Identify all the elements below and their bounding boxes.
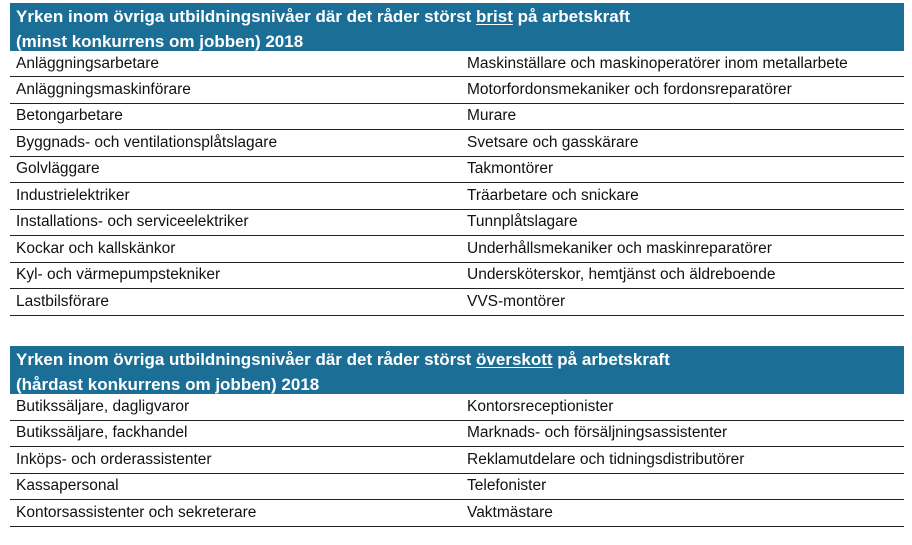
table-row [10,236,904,263]
shortage-title-post: på arbetskraft [512,7,631,26]
occupation-cell: Kockar och kallskänkor [16,239,176,257]
occupation-cell: Marknads- och försäljningsassistenter [467,424,728,442]
occupation-cell: Underhållsmekaniker och maskinreparatörer [467,239,772,257]
occupation-cell: Murare [467,107,517,125]
occupation-cell: Kontorsreceptionister [467,397,614,415]
table-row [10,51,904,77]
occupation-cell: Maskinställare och maskinoperatörer inom metallarbete [467,54,848,72]
surplus-title-line2: (hårdast konkurrens om jobben) 2018 [16,375,320,394]
surplus-title-pre: Yrken inom övriga utbildningsnivåer där det råder störst [16,350,477,369]
occupation-cell: Motorfordonsmekaniker och fordonsreparatörer [467,80,792,98]
table-row [10,289,904,316]
table-row [10,447,904,474]
shortage-title-line2: (minst konkurrens om jobben) 2018 [16,32,304,51]
occupation-cell: Butikssäljare, fackhandel [16,424,188,442]
surplus-title-post: på arbetskraft [552,350,670,369]
occupation-cell: Anläggningsarbetare [16,54,160,72]
occupation-cell: Byggnads- och ventilationsplåtslagare [16,133,278,151]
occupation-cell: Tunnplåtslagare [467,213,578,231]
shortage-table-header [10,3,904,51]
table-row [10,474,904,501]
occupation-cell: Telefonister [467,477,547,495]
occupation-cell: Träarbetare och snickare [467,186,639,204]
occupation-cell: Installations- och serviceelektriker [16,213,249,231]
occupation-cell: Undersköterskor, hemtjänst och äldreboende [467,266,776,284]
occupation-cell: Lastbilsförare [16,292,110,310]
occupation-cell: Reklamutdelare och tidningsdistributörer [467,450,745,468]
table-row [10,130,904,157]
table-row [10,421,904,448]
table-row [10,394,904,421]
occupation-cell: Inköps- och orderassistenter [16,450,212,468]
occupation-cell: Svetsare och gasskärare [467,133,639,151]
occupation-cell: Kassapersonal [16,477,119,495]
surplus-title-emphasis: överskott [476,350,553,369]
occupation-cell: Kyl- och värmepumpstekniker [16,266,221,284]
surplus-title-line1 [16,347,904,372]
occupation-cell: Golvläggare [16,160,100,178]
shortage-title-line1 [16,4,904,29]
shortage-rows [10,51,904,316]
occupation-cell: VVS-montörer [467,292,566,310]
occupation-cell: Industrielektriker [16,186,130,204]
table-row [10,263,904,290]
surplus-table [10,346,904,527]
occupation-cell: Takmontörer [467,160,554,178]
table-row [10,104,904,131]
table-row [10,500,904,527]
surplus-rows [10,394,904,527]
table-row [10,210,904,237]
occupation-cell: Vaktmästare [467,503,553,521]
shortage-title-emphasis: brist [476,7,513,26]
table-row [10,157,904,184]
occupation-cell: Anläggningsmaskinförare [16,80,191,98]
shortage-title-pre: Yrken inom övriga utbildningsnivåer där det råder störst [16,7,477,26]
table-row [10,77,904,104]
occupation-cell: Betongarbetare [16,107,123,125]
surplus-table-header [10,346,904,394]
shortage-table [10,3,904,316]
occupation-cell: Kontorsassistenter och sekreterare [16,503,257,521]
table-row [10,183,904,210]
occupation-cell: Butikssäljare, dagligvaror [16,397,190,415]
